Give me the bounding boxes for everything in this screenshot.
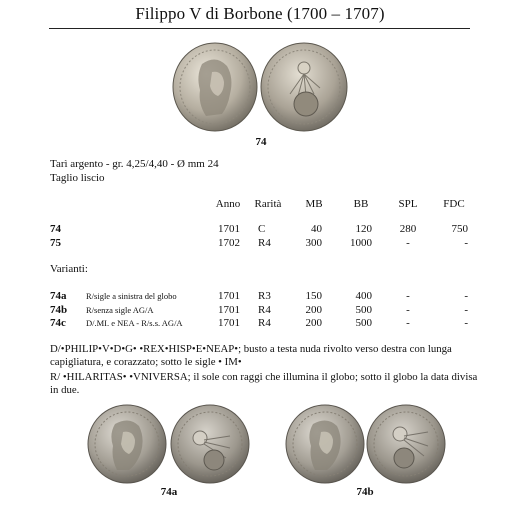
row-note: D/.MI. e NEA - R/s.s. AG/A <box>86 318 183 328</box>
specs-line-2: Taglio liscio <box>50 172 105 184</box>
row-spl: 280 <box>399 223 417 235</box>
row-fdc: - <box>464 290 468 302</box>
col-header-fdc: FDC <box>443 198 465 210</box>
varianti-label: Varianti: <box>50 263 88 275</box>
obverse-description: D/•PHILIP•V•D•G• •REX•HISP•E•NEAP•; busto a testa nuda rivolto verso destra con lunga capigliatura, e corazzato; sotto le sigle • IM• <box>50 343 452 368</box>
row-mb: 200 <box>305 317 322 329</box>
row-anno: 1702 <box>218 237 240 249</box>
row-mb: 40 <box>311 223 322 235</box>
row-fdc: 750 <box>451 223 468 235</box>
row-number: 74a <box>50 290 67 302</box>
coin-74-reverse-image <box>260 42 348 132</box>
row-number: 74b <box>50 304 68 316</box>
row-note: R/sigle a sinistra del globo <box>86 291 177 301</box>
row-rarita: R3 <box>258 290 271 302</box>
row-anno: 1701 <box>218 223 240 235</box>
reverse-description: R/ •HILARITAS• •VNIVERSA; il sole con raggi che illumina il globo; sotto il globo la data divisa in due. <box>50 371 478 396</box>
coin-74a-reverse-image <box>170 404 250 484</box>
row-fdc: - <box>464 304 468 316</box>
col-header-rarita: Rarità <box>254 198 282 210</box>
coin-74b-caption: 74b <box>356 486 374 498</box>
col-header-anno: Anno <box>215 198 241 210</box>
row-number: 75 <box>50 237 61 249</box>
col-header-bb: BB <box>353 198 369 210</box>
row-rarita: R4 <box>258 237 271 249</box>
coin-74a-obverse-image <box>87 404 167 484</box>
row-number: 74c <box>50 317 66 329</box>
row-fdc: - <box>464 317 468 329</box>
coin-74b-reverse-image <box>366 404 446 484</box>
row-rarita: C <box>258 223 266 235</box>
coin-74b-obverse-image <box>285 404 365 484</box>
coin-74a-caption: 74a <box>160 486 178 498</box>
specs-line-1: Tarì argento - gr. 4,25/4,40 - Ø mm 24 <box>50 158 219 170</box>
row-mb: 150 <box>305 290 322 302</box>
row-rarita: R4 <box>258 304 271 316</box>
title-rule <box>49 28 470 29</box>
row-anno: 1701 <box>218 290 240 302</box>
row-anno: 1701 <box>218 317 240 329</box>
row-spl: - <box>406 290 410 302</box>
row-anno: 1701 <box>218 304 240 316</box>
row-mb: 200 <box>305 304 322 316</box>
row-number: 74 <box>50 223 61 235</box>
page-title: Filippo V di Borbone (1700 – 1707) <box>135 4 385 23</box>
row-bb: 400 <box>355 290 372 302</box>
col-header-spl: SPL <box>398 198 418 210</box>
row-fdc: - <box>464 237 468 249</box>
coin-74-caption: 74 <box>255 136 267 148</box>
coin-74-obverse-image <box>172 42 258 132</box>
row-rarita: R4 <box>258 317 271 329</box>
row-bb: 120 <box>355 223 372 235</box>
row-spl: - <box>406 237 410 249</box>
row-bb: 500 <box>355 304 372 316</box>
row-spl: - <box>406 304 410 316</box>
row-spl: - <box>406 317 410 329</box>
row-bb: 500 <box>355 317 372 329</box>
row-bb: 1000 <box>350 237 372 249</box>
row-note: R/senza sigle AG/A <box>86 305 154 315</box>
row-mb: 300 <box>305 237 322 249</box>
col-header-mb: MB <box>305 198 323 210</box>
